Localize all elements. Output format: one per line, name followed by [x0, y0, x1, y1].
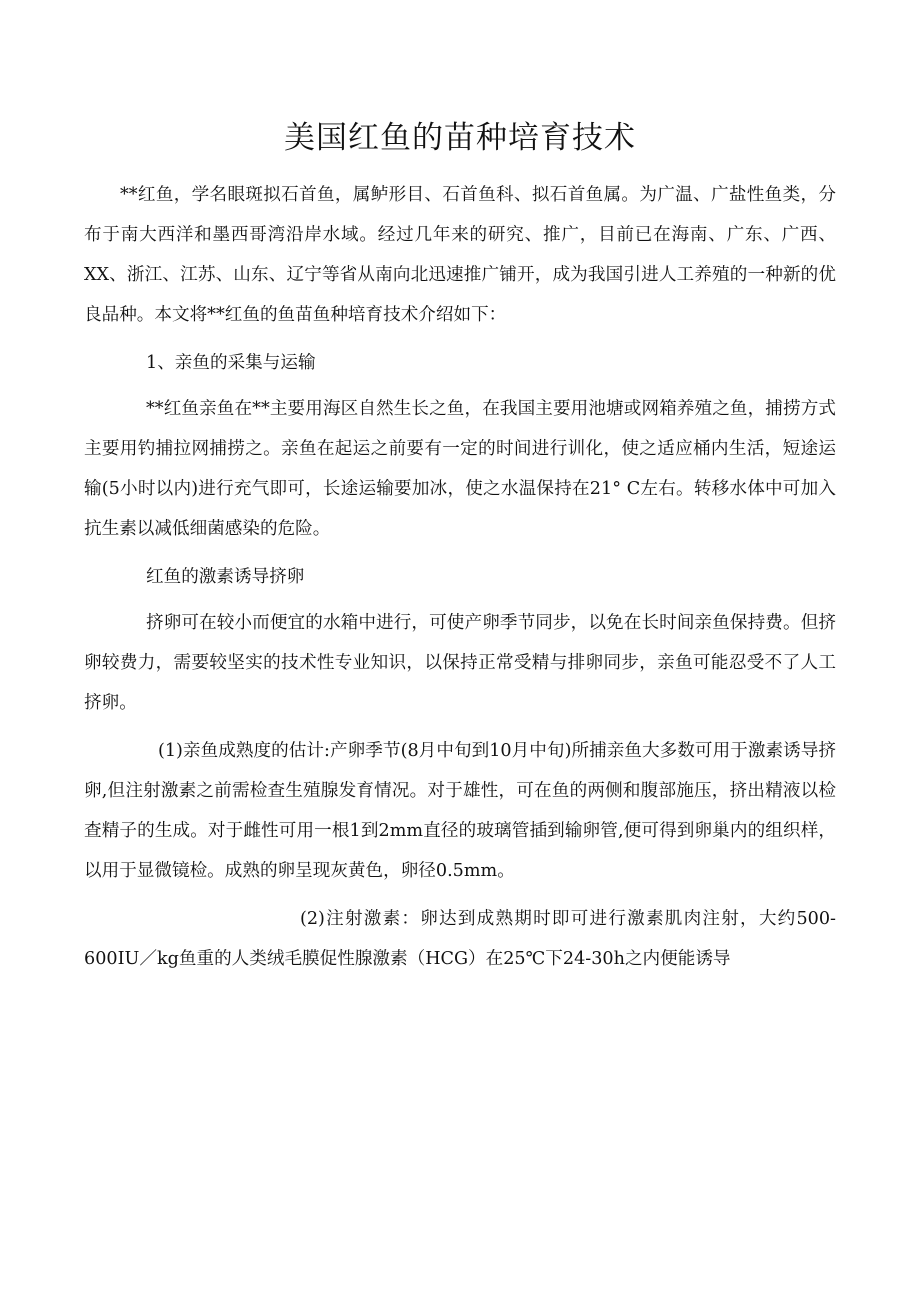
paragraph-hormone-injection: (2)注射激素：卵达到成熟期时即可进行激素肌肉注射，大约500-600IU／kg鱼重的人类绒毛膜促性腺激素（HCG）在25℃下24-30h之内便能诱导	[84, 909, 836, 969]
section-heading-hormone: 红鱼的激素诱导挤卵	[146, 567, 305, 587]
paragraph-maturity-estimate: (1)亲鱼成熟度的估计:产卵季节(8月中旬到10月中旬)所捕亲鱼大多数可用于激素诱导挤卵,但注射激素之前需检查生殖腺发育情况。对于雄性，可在鱼的两侧和腹部施压，挤出精液以检查精子的生成。对于雌性可用一根1到2mm直径的玻璃管插到输卵管,便可得到卵巢内的组织样，以用于显微镜检。成熟的卵呈现灰黄色，卵径0.5mm。	[84, 741, 836, 881]
paragraph-broodstock-transport: **红鱼亲鱼在**主要用海区自然生长之鱼，在我国主要用池塘或网箱养殖之鱼，捕捞方式主要用钓捕拉网捕捞之。亲鱼在起运之前要有一定的时间进行训化，使之适应桶内生活，短途运输(5小时以内)进行充气即可，长途运输要加冰，使之水温保持在21° C左右。转移水体中可加入抗生素以减低细菌感染的危险。	[84, 399, 836, 539]
section-heading-broodstock: 1、亲鱼的采集与运输	[146, 353, 316, 373]
document-body	[84, 175, 836, 979]
paragraph-intro: **红鱼，学名眼斑拟石首鱼，属鲈形目、石首鱼科、拟石首鱼属。为广温、广盐性鱼类，分布于南大西洋和墨西哥湾沿岸水域。经过几年来的研究、推广，目前已在海南、广东、广西、XX、浙江、江苏、山东、辽宁等省从南向北迅速推广铺开，成为我国引进人工养殖的一种新的优良品种。本文将**红鱼的鱼苗鱼种培育技术介绍如下：	[84, 185, 836, 325]
document-title: 美国红鱼的苗种培育技术	[284, 120, 636, 156]
paragraph-egg-stripping: 挤卵可在较小而便宜的水箱中进行，可使产卵季节同步，以免在长时间亲鱼保持费。但挤卵较费力，需要较坚实的技术性专业知识，以保持正常受精与排卵同步，亲鱼可能忍受不了人工挤卵。	[84, 613, 836, 713]
